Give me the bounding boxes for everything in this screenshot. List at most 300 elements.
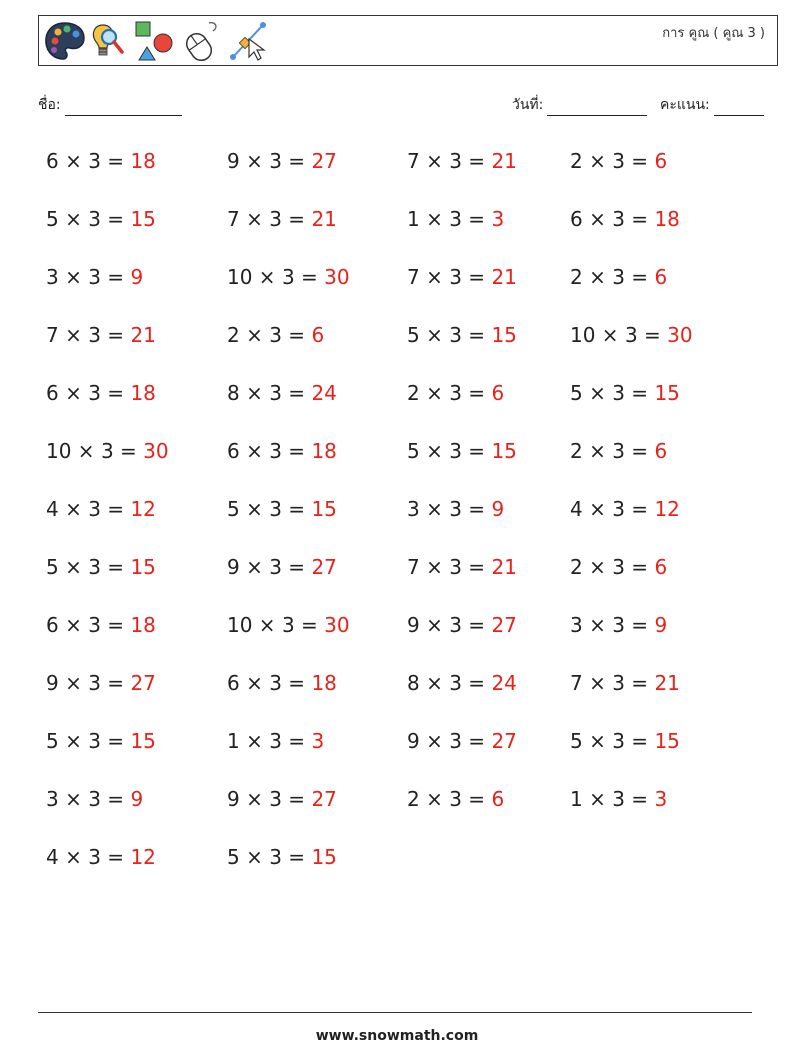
problem-operator: × xyxy=(419,381,450,405)
problem-answer: 21 xyxy=(491,149,517,173)
problem-operator: × xyxy=(239,149,270,173)
problem-operator: × xyxy=(239,555,270,579)
problem-operator: × xyxy=(252,265,282,289)
problem-multiplier: 3 xyxy=(612,787,625,811)
problem-question: 5 xyxy=(227,497,240,521)
problem-multiplier: 3 xyxy=(88,381,101,405)
problem-operator: × xyxy=(419,555,450,579)
problem-operator: × xyxy=(582,729,613,753)
problem-item xyxy=(227,323,324,347)
problem-multiplier: 3 xyxy=(449,265,462,289)
problem-item xyxy=(46,207,156,231)
problem-item xyxy=(227,381,337,405)
problem-item xyxy=(407,439,517,463)
problem-equals: = xyxy=(100,555,131,579)
shapes-icon xyxy=(131,19,177,63)
problem-multiplier: 3 xyxy=(88,555,101,579)
problem-item xyxy=(46,265,143,289)
problem-item xyxy=(46,845,156,869)
problem-equals: = xyxy=(624,555,655,579)
problem-equals: = xyxy=(624,671,655,695)
problem-question: 5 xyxy=(407,323,420,347)
problem-item xyxy=(407,497,504,521)
problem-equals: = xyxy=(100,323,131,347)
problem-equals: = xyxy=(281,729,312,753)
problem-item xyxy=(570,729,680,753)
problem-multiplier: 3 xyxy=(281,265,295,289)
problem-multiplier: 3 xyxy=(88,671,101,695)
problem-item xyxy=(570,207,680,231)
problem-answer: 24 xyxy=(311,381,337,405)
problem-operator: × xyxy=(582,381,613,405)
problem-equals: = xyxy=(113,439,144,463)
problem-question: 4 xyxy=(46,845,59,869)
problem-multiplier: 3 xyxy=(449,787,462,811)
problem-item xyxy=(407,787,504,811)
problem-answer: 15 xyxy=(311,497,337,521)
problem-question: 10 xyxy=(227,265,253,289)
problem-multiplier: 3 xyxy=(449,323,462,347)
score-label: คะแนน: xyxy=(660,97,710,113)
problem-multiplier: 3 xyxy=(88,497,101,521)
problem-question: 6 xyxy=(227,671,240,695)
problem-question: 3 xyxy=(46,787,59,811)
problem-multiplier: 3 xyxy=(88,149,101,173)
problem-equals: = xyxy=(100,207,131,231)
problem-item xyxy=(227,149,337,173)
problem-question: 10 xyxy=(227,613,253,637)
problem-answer: 27 xyxy=(491,729,517,753)
problem-multiplier: 3 xyxy=(269,787,282,811)
problem-operator: × xyxy=(58,613,89,637)
problem-answer: 27 xyxy=(491,613,517,637)
problem-item xyxy=(570,787,667,811)
problem-multiplier: 3 xyxy=(449,497,462,521)
problem-question: 9 xyxy=(227,787,240,811)
problem-answer: 21 xyxy=(491,555,517,579)
problem-equals: = xyxy=(461,323,492,347)
problem-answer: 21 xyxy=(654,671,680,695)
problem-answer: 15 xyxy=(130,207,156,231)
problem-operator: × xyxy=(58,323,89,347)
problem-operator: × xyxy=(239,381,270,405)
problem-question: 6 xyxy=(46,149,59,173)
problem-item xyxy=(407,555,517,579)
problem-multiplier: 3 xyxy=(269,671,282,695)
problem-multiplier: 3 xyxy=(269,323,282,347)
problem-answer: 27 xyxy=(311,555,337,579)
problem-answer: 15 xyxy=(130,555,156,579)
problem-item xyxy=(570,613,667,637)
problem-item xyxy=(46,729,156,753)
problem-operator: × xyxy=(58,149,89,173)
problem-equals: = xyxy=(281,787,312,811)
problem-answer: 6 xyxy=(654,265,668,289)
score-blank[interactable] xyxy=(714,101,764,116)
problem-equals: = xyxy=(100,265,131,289)
problem-item xyxy=(570,323,693,347)
problem-item xyxy=(46,613,156,637)
problem-equals: = xyxy=(294,265,325,289)
problem-operator: × xyxy=(419,613,450,637)
problem-item xyxy=(227,845,337,869)
problem-answer: 21 xyxy=(311,207,337,231)
problem-answer: 6 xyxy=(311,323,325,347)
problem-item xyxy=(407,671,517,695)
problem-answer: 15 xyxy=(491,323,517,347)
problem-question: 2 xyxy=(570,265,583,289)
problem-answer: 15 xyxy=(654,729,680,753)
problem-answer: 6 xyxy=(491,787,505,811)
problem-operator: × xyxy=(58,845,89,869)
problem-equals: = xyxy=(100,381,131,405)
problem-operator: × xyxy=(239,845,270,869)
problem-question: 2 xyxy=(407,381,420,405)
problem-question: 7 xyxy=(227,207,240,231)
lightbulb-magnifier-icon xyxy=(89,19,129,63)
problem-equals: = xyxy=(281,207,312,231)
problem-operator: × xyxy=(419,439,450,463)
problem-answer: 15 xyxy=(654,381,680,405)
problem-operator: × xyxy=(58,787,89,811)
problem-question: 4 xyxy=(570,497,583,521)
problem-question: 5 xyxy=(570,381,583,405)
problem-question: 5 xyxy=(46,207,59,231)
problem-operator: × xyxy=(419,497,450,521)
problem-equals: = xyxy=(100,787,131,811)
problem-equals: = xyxy=(624,149,655,173)
problem-multiplier: 3 xyxy=(88,729,101,753)
problem-answer: 3 xyxy=(654,787,668,811)
problem-question: 6 xyxy=(570,207,583,231)
problem-answer: 15 xyxy=(311,845,337,869)
problem-question: 7 xyxy=(46,323,59,347)
worksheet-title: การ คูณ ( คูณ 3 ) xyxy=(662,26,765,41)
problem-multiplier: 3 xyxy=(612,555,625,579)
problem-operator: × xyxy=(71,439,101,463)
problem-multiplier: 3 xyxy=(88,787,101,811)
computer-mouse-icon xyxy=(179,19,223,63)
problem-question: 4 xyxy=(46,497,59,521)
problem-item xyxy=(46,381,156,405)
problem-answer: 15 xyxy=(491,439,517,463)
problem-question: 7 xyxy=(570,671,583,695)
palette-icon xyxy=(43,19,87,63)
date-blank[interactable] xyxy=(547,101,647,116)
problem-answer: 30 xyxy=(143,439,169,463)
problem-multiplier: 3 xyxy=(449,149,462,173)
problem-answer: 18 xyxy=(311,439,337,463)
problem-question: 3 xyxy=(570,613,583,637)
problem-operator: × xyxy=(239,323,270,347)
problem-multiplier: 3 xyxy=(281,613,295,637)
problem-item xyxy=(46,555,156,579)
problem-answer: 18 xyxy=(130,149,156,173)
problem-multiplier: 3 xyxy=(269,497,282,521)
problem-question: 9 xyxy=(227,149,240,173)
problem-equals: = xyxy=(637,323,668,347)
problem-answer: 18 xyxy=(311,671,337,695)
problem-equals: = xyxy=(281,671,312,695)
problem-answer: 27 xyxy=(311,787,337,811)
problem-question: 2 xyxy=(570,149,583,173)
problem-operator: × xyxy=(419,729,450,753)
problem-multiplier: 3 xyxy=(88,845,101,869)
problem-question: 3 xyxy=(46,265,59,289)
problem-question: 8 xyxy=(407,671,420,695)
problem-multiplier: 3 xyxy=(88,613,101,637)
problem-equals: = xyxy=(624,439,655,463)
problem-multiplier: 3 xyxy=(269,555,282,579)
problem-item xyxy=(227,207,337,231)
problem-operator: × xyxy=(419,207,450,231)
problem-operator: × xyxy=(582,207,613,231)
problem-answer: 21 xyxy=(130,323,156,347)
problem-operator: × xyxy=(239,787,270,811)
date-label: วันที่: xyxy=(512,97,544,113)
problem-operator: × xyxy=(58,497,89,521)
problem-answer: 12 xyxy=(130,845,156,869)
problem-answer: 27 xyxy=(311,149,337,173)
problem-operator: × xyxy=(582,439,613,463)
problem-item xyxy=(570,497,680,521)
problem-question: 3 xyxy=(407,497,420,521)
problem-multiplier: 3 xyxy=(88,207,101,231)
problem-multiplier: 3 xyxy=(449,555,462,579)
problem-answer: 9 xyxy=(654,613,668,637)
problem-operator: × xyxy=(582,265,613,289)
problem-item xyxy=(227,787,337,811)
problem-equals: = xyxy=(461,497,492,521)
problem-equals: = xyxy=(624,207,655,231)
problem-answer: 30 xyxy=(324,265,350,289)
problem-multiplier: 3 xyxy=(269,729,282,753)
problem-question: 8 xyxy=(227,381,240,405)
problem-equals: = xyxy=(100,845,131,869)
problem-equals: = xyxy=(100,613,131,637)
problem-multiplier: 3 xyxy=(88,323,101,347)
problem-operator: × xyxy=(419,149,450,173)
problem-equals: = xyxy=(281,497,312,521)
problem-equals: = xyxy=(461,207,492,231)
problem-operator: × xyxy=(419,265,450,289)
problem-equals: = xyxy=(461,613,492,637)
problem-question: 5 xyxy=(570,729,583,753)
problem-equals: = xyxy=(461,787,492,811)
problem-multiplier: 3 xyxy=(612,613,625,637)
problem-multiplier: 3 xyxy=(612,207,625,231)
problem-multiplier: 3 xyxy=(449,613,462,637)
problem-question: 1 xyxy=(227,729,240,753)
problem-equals: = xyxy=(461,149,492,173)
problem-equals: = xyxy=(461,439,492,463)
problem-answer: 21 xyxy=(491,265,517,289)
problem-item xyxy=(227,613,350,637)
problem-operator: × xyxy=(582,555,613,579)
problem-question: 2 xyxy=(570,555,583,579)
problem-item xyxy=(570,149,667,173)
problem-question: 6 xyxy=(46,613,59,637)
problem-answer: 18 xyxy=(130,381,156,405)
problem-operator: × xyxy=(582,497,613,521)
problem-multiplier: 3 xyxy=(269,381,282,405)
problem-equals: = xyxy=(281,439,312,463)
problem-answer: 15 xyxy=(130,729,156,753)
problem-answer: 30 xyxy=(324,613,350,637)
problem-equals: = xyxy=(461,265,492,289)
problem-question: 6 xyxy=(227,439,240,463)
cursor-pointer-icon xyxy=(227,19,271,63)
problem-answer: 3 xyxy=(311,729,325,753)
problem-question: 5 xyxy=(46,729,59,753)
problem-item xyxy=(407,265,517,289)
problem-equals: = xyxy=(281,149,312,173)
problem-answer: 9 xyxy=(491,497,505,521)
problem-operator: × xyxy=(582,671,613,695)
problem-item xyxy=(227,671,337,695)
problem-operator: × xyxy=(58,671,89,695)
problem-item xyxy=(570,671,680,695)
problem-operator: × xyxy=(595,323,625,347)
problem-equals: = xyxy=(281,555,312,579)
problem-item xyxy=(570,265,667,289)
footer-site: www.snowmath.com xyxy=(315,1028,479,1044)
problem-item xyxy=(407,149,517,173)
problem-question: 1 xyxy=(407,207,420,231)
problem-equals: = xyxy=(624,613,655,637)
problem-multiplier: 3 xyxy=(612,671,625,695)
problem-equals: = xyxy=(461,381,492,405)
problem-multiplier: 3 xyxy=(269,439,282,463)
problem-item xyxy=(46,787,143,811)
problem-question: 2 xyxy=(227,323,240,347)
problem-multiplier: 3 xyxy=(612,497,625,521)
problem-equals: = xyxy=(100,671,131,695)
problem-item xyxy=(46,149,156,173)
problem-operator: × xyxy=(582,787,613,811)
problem-equals: = xyxy=(294,613,325,637)
problem-item xyxy=(46,323,156,347)
problem-item xyxy=(407,323,517,347)
problem-question: 6 xyxy=(46,381,59,405)
problem-item xyxy=(227,555,337,579)
problem-question: 2 xyxy=(570,439,583,463)
problem-multiplier: 3 xyxy=(612,729,625,753)
problem-multiplier: 3 xyxy=(449,207,462,231)
name-blank[interactable] xyxy=(65,101,182,116)
problem-multiplier: 3 xyxy=(269,845,282,869)
problem-item xyxy=(227,265,350,289)
problem-equals: = xyxy=(624,265,655,289)
score-field xyxy=(660,94,764,116)
problem-question: 5 xyxy=(407,439,420,463)
problem-question: 9 xyxy=(407,729,420,753)
problem-answer: 24 xyxy=(491,671,517,695)
problem-multiplier: 3 xyxy=(88,265,101,289)
problem-operator: × xyxy=(239,439,270,463)
problem-question: 5 xyxy=(46,555,59,579)
problem-item xyxy=(407,729,517,753)
problem-equals: = xyxy=(281,845,312,869)
problem-equals: = xyxy=(624,787,655,811)
problem-question: 5 xyxy=(227,845,240,869)
problem-answer: 18 xyxy=(654,207,680,231)
problem-answer: 6 xyxy=(654,149,668,173)
name-label: ชื่อ: xyxy=(38,97,61,113)
problem-operator: × xyxy=(419,787,450,811)
problem-multiplier: 3 xyxy=(449,381,462,405)
problem-answer: 12 xyxy=(130,497,156,521)
problem-operator: × xyxy=(239,207,270,231)
problem-answer: 18 xyxy=(130,613,156,637)
problem-answer: 6 xyxy=(654,555,668,579)
problem-question: 1 xyxy=(570,787,583,811)
date-field xyxy=(512,94,647,116)
problem-item xyxy=(46,671,156,695)
problem-question: 9 xyxy=(407,613,420,637)
problem-operator: × xyxy=(58,207,89,231)
problem-question: 7 xyxy=(407,555,420,579)
problem-multiplier: 3 xyxy=(612,439,625,463)
problem-question: 7 xyxy=(407,149,420,173)
problem-item xyxy=(227,729,324,753)
problem-multiplier: 3 xyxy=(612,149,625,173)
problem-answer: 3 xyxy=(491,207,505,231)
problem-operator: × xyxy=(582,613,613,637)
problem-answer: 30 xyxy=(667,323,693,347)
problem-question: 10 xyxy=(46,439,72,463)
problem-item xyxy=(407,381,504,405)
problem-question: 10 xyxy=(570,323,596,347)
problem-equals: = xyxy=(100,149,131,173)
name-field xyxy=(38,94,182,116)
problem-equals: = xyxy=(281,381,312,405)
problem-multiplier: 3 xyxy=(100,439,114,463)
problem-answer: 6 xyxy=(654,439,668,463)
problem-operator: × xyxy=(419,323,450,347)
problem-multiplier: 3 xyxy=(269,149,282,173)
problem-equals: = xyxy=(461,729,492,753)
problem-item xyxy=(46,497,156,521)
problem-operator: × xyxy=(419,671,450,695)
problem-question: 7 xyxy=(407,265,420,289)
problem-multiplier: 3 xyxy=(624,323,638,347)
problem-multiplier: 3 xyxy=(449,439,462,463)
problem-equals: = xyxy=(624,381,655,405)
worksheet-header xyxy=(38,15,778,66)
problem-question: 2 xyxy=(407,787,420,811)
problem-multiplier: 3 xyxy=(449,729,462,753)
problem-equals: = xyxy=(281,323,312,347)
problem-equals: = xyxy=(624,497,655,521)
problem-equals: = xyxy=(461,671,492,695)
problem-item xyxy=(227,497,337,521)
problem-operator: × xyxy=(58,555,89,579)
problem-equals: = xyxy=(100,729,131,753)
problem-operator: × xyxy=(239,729,270,753)
problem-operator: × xyxy=(582,149,613,173)
problem-question: 9 xyxy=(46,671,59,695)
problem-item xyxy=(407,207,504,231)
problem-answer: 27 xyxy=(130,671,156,695)
problem-item xyxy=(227,439,337,463)
problem-answer: 9 xyxy=(130,265,144,289)
problem-answer: 6 xyxy=(491,381,505,405)
problem-multiplier: 3 xyxy=(449,671,462,695)
problem-item xyxy=(46,439,169,463)
problem-item xyxy=(570,381,680,405)
problem-multiplier: 3 xyxy=(269,207,282,231)
